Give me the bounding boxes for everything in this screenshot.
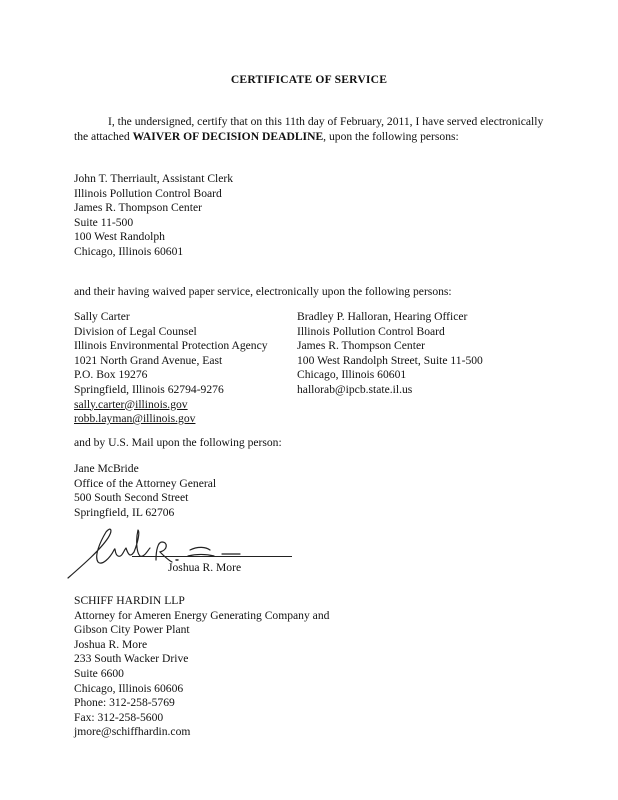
address-line: Illinois Environmental Protection Agency	[74, 339, 268, 353]
address-line: Division of Legal Counsel	[74, 324, 197, 338]
firm-line: Gibson City Power Plant	[74, 623, 190, 637]
firm-fax: Fax: 312-258-5600	[74, 710, 164, 724]
mail-service-intro: and by U.S. Mail upon the following person:	[74, 436, 282, 449]
address-line: Jane McBride	[74, 462, 139, 475]
address-line: P.O. Box 19276	[74, 368, 148, 382]
address-line: Illinois Pollution Control Board	[74, 186, 222, 200]
recipient-left-address	[74, 310, 268, 427]
signature-line	[132, 556, 292, 557]
firm-name: SCHIFF HARDIN LLP	[74, 594, 185, 607]
recipient-clerk-address	[74, 172, 233, 260]
firm-line: Suite 6600	[74, 666, 124, 680]
email-link[interactable]: robb.layman@illinois.gov	[74, 412, 196, 426]
certification-paragraph	[74, 114, 544, 144]
certification-text-pre: I, the undersigned, certify that on this 11th day of February, 2011, I have served electronically the attached	[74, 115, 544, 143]
email-text: hallorab@ipcb.state.il.us	[297, 382, 413, 396]
document-served-title: WAIVER OF DECISION DEADLINE	[132, 130, 324, 143]
address-line: 1021 North Grand Avenue, East	[74, 353, 223, 367]
recipient-mail-address	[74, 462, 216, 520]
address-line: Office of the Attorney General	[74, 476, 217, 490]
firm-signature-block	[74, 594, 329, 740]
firm-phone: Phone: 312-258-5769	[74, 696, 175, 710]
address-line: 100 West Randolph	[74, 230, 165, 244]
firm-line: 233 South Wacker Drive	[74, 652, 189, 666]
firm-line: Joshua R. More	[74, 637, 148, 651]
address-line: Springfield, Illinois 62794-9276	[74, 382, 224, 396]
address-line: Bradley P. Halloran, Hearing Officer	[297, 310, 468, 323]
address-line: Suite 11-500	[74, 215, 134, 229]
certification-text-post: , upon the following persons:	[323, 130, 459, 143]
email-link[interactable]: sally.carter@illinois.gov	[74, 397, 188, 411]
address-line: 500 South Second Street	[74, 491, 189, 505]
address-line: 100 West Randolph Street, Suite 11-500	[297, 353, 483, 367]
address-line: James R. Thompson Center	[297, 339, 425, 353]
waived-service-intro: and their having waived paper service, electronically upon the following persons:	[74, 285, 452, 298]
address-line: Sally Carter	[74, 310, 130, 323]
address-line: Chicago, Illinois 60601	[74, 244, 184, 258]
address-line: Illinois Pollution Control Board	[297, 324, 445, 338]
firm-line: Attorney for Ameren Energy Generating Company and	[74, 608, 330, 622]
address-line: John T. Therriault, Assistant Clerk	[74, 172, 234, 185]
address-line: James R. Thompson Center	[74, 201, 202, 215]
firm-email: jmore@schiffhardin.com	[74, 725, 191, 739]
document-title: CERTIFICATE OF SERVICE	[230, 73, 388, 86]
address-line: Springfield, IL 62706	[74, 505, 175, 519]
address-line: Chicago, Illinois 60601	[297, 368, 407, 382]
firm-line: Chicago, Illinois 60606	[74, 681, 184, 695]
signatory-name: Joshua R. More	[168, 561, 242, 574]
recipient-right-address	[297, 310, 483, 398]
